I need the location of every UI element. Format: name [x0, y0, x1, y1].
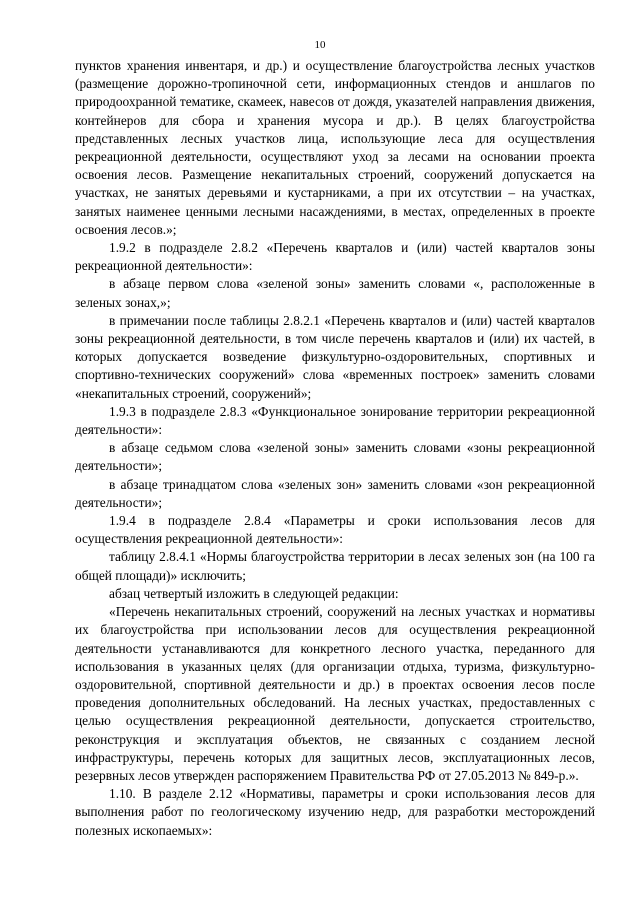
paragraph: пунктов хранения инвентаря, и др.) и осуществление благоустройства лесных участков (размещение дорожно-тропиночной сети, информационных стендов и аншлагов по природоохранной тематике, скамеек, навесов от дождя, указателей направления движения, контейнеров для сбора и хранения мусора и др.). В целях благоустройства представленных лесных участков лица, использующие леса для осуществления рекреационной деятельности, осуществляют уход за лесами на основании проекта освоения лесов. Размещение некапитальных строений, сооружений допускается на участках, не занятых деревьями и кустарниками, а при их отсутствии – на участках, занятых наименее ценными лесными насаждениями, в местах, определенных в проекте освоения лесов.»;	[75, 58, 595, 237]
paragraph: 1.9.3 в подразделе 2.8.3 «Функциональное зонирование территории рекреационной деятельности»:	[75, 403, 595, 438]
page-number: 10	[314, 39, 326, 51]
paragraph: «Перечень некапитальных строений, сооружений на лесных участках и нормативы их благоустройства при использовании лесов для осуществления рекреационной деятельности устанавливаются для конкретного лесного участка, переданного для использования в указанных целях (для организации отдыха, туризма, физкультурно-оздоровительной, спортивной деятельности и др.) в проектах освоения лесов после проведения дополнительных обследований. На лесных участках, предоставленных с целью осуществления рекреационной деятельности, допускается строительство, реконструкция и эксплуатация объектов, не связанных с созданием лесной инфраструктуры, перечень которых для защитных лесов, эксплуатационных лесов, резервных лесов утвержден распоряжением Правительства РФ от 27.05.2013 № 849-р.».	[75, 604, 595, 783]
paragraph: в абзаце тринадцатом слова «зеленых зон» заменить словами «зон рекреационной деятельности»;	[75, 476, 595, 510]
paragraph: таблицу 2.8.4.1 «Нормы благоустройства территории в лесах зеленых зон (на 100 га общей площади)» исключить;	[75, 549, 595, 583]
paragraph: в абзаце первом слова «зеленой зоны» заменить словами «, расположенные в зеленых зонах,»;	[75, 276, 595, 310]
paragraph: абзац четвертый изложить в следующей редакции:	[109, 585, 399, 601]
paragraph: в примечании после таблицы 2.8.2.1 «Перечень кварталов и (или) частей кварталов зоны рекреационной деятельности, в том числе перечень кварталов и (или) их частей, в которых допускается возведение физкультурно-оздоровительных, спортивных и спортивно-технических сооружений» слова «временных построек» заменить словами «некапитальных строений, сооружений»;	[75, 312, 595, 401]
paragraph: 1.9.4 в подразделе 2.8.4 «Параметры и сроки использования лесов для осуществления рекреационной деятельности»:	[75, 513, 595, 547]
document-body	[75, 57, 595, 840]
paragraph: 1.10. В разделе 2.12 «Нормативы, параметры и сроки использования лесов для выполнения работ по геологическому изучению недр, для разработки месторождений полезных ископаемых»:	[75, 786, 595, 838]
paragraph: 1.9.2 в подразделе 2.8.2 «Перечень кварталов и (или) частей кварталов зоны рекреационной деятельности»:	[75, 240, 595, 274]
paragraph: в абзаце седьмом слова «зеленой зоны» заменить словами «зоны рекреационной деятельности»;	[75, 440, 595, 474]
